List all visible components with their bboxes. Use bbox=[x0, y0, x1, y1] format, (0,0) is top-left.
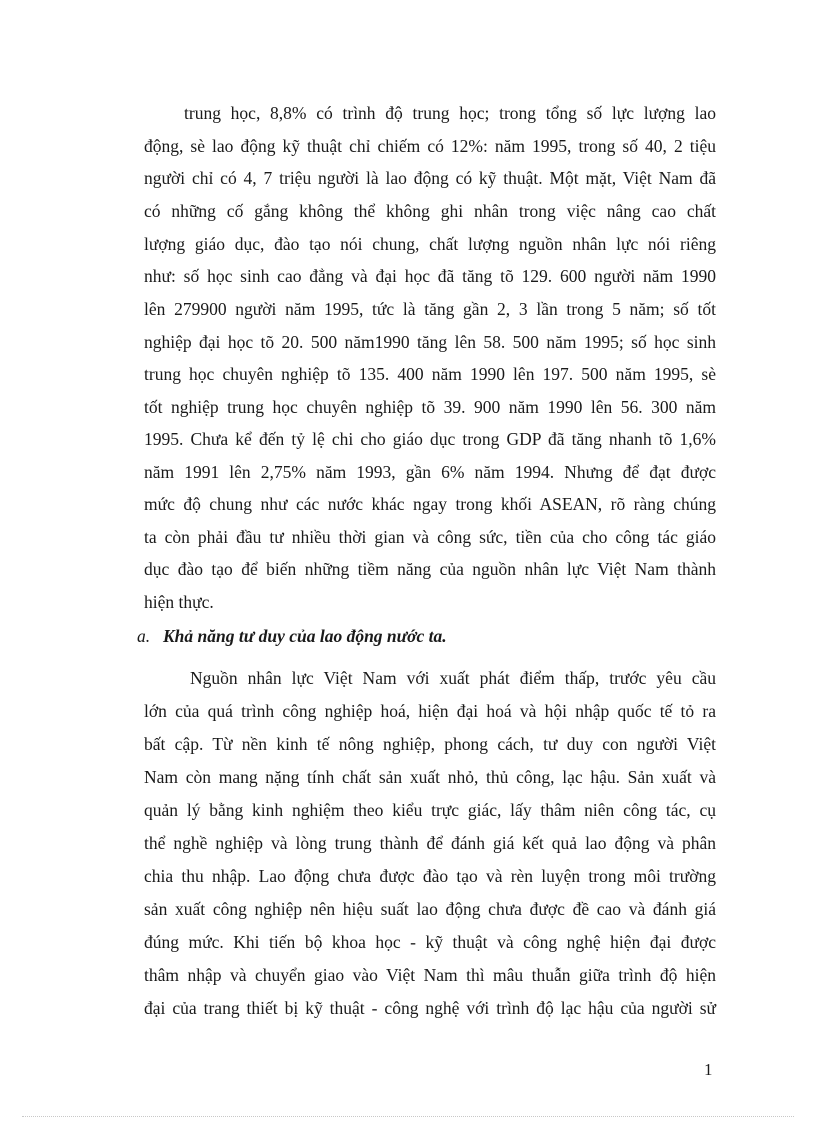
section-heading bbox=[137, 626, 447, 647]
text-line: lớn của quá trình công nghiệp hoá, hiện đại hoá và hội nhập quốc tế tỏ ra bbox=[144, 701, 716, 721]
text-line: có những cố gắng không thể không ghi nhân trong việc nâng cao chất bbox=[144, 201, 716, 221]
text-line: thâm nhập và chuyển giao vào Việt Nam thì mâu thuẫn giữa trình độ hiện bbox=[144, 965, 716, 985]
text-line: trung học, 8,8% có trình độ trung học; trong tổng số lực lượng lao bbox=[184, 103, 716, 123]
text-line: lên 279900 người năm 1995, tức là tăng gần 2, 3 lần trong 5 năm; số tốt bbox=[144, 299, 716, 319]
text-line: trung học chuyên nghiệp tõ 135. 400 năm 1990 lên 197. 500 năm 1995, sè bbox=[144, 364, 716, 384]
text-line: 1995. Chưa kể đến tỷ lệ chi cho giáo dục trong GDP đã tăng nhanh tõ 1,6% bbox=[144, 429, 716, 449]
text-line: lượng giáo dục, đào tạo nói chung, chất lượng nguồn nhân lực nói riêng bbox=[144, 234, 716, 254]
text-line: như: số học sinh cao đẳng và đại học đã tăng tõ 129. 600 người năm 1990 bbox=[144, 266, 716, 286]
page-bottom-divider bbox=[22, 1116, 794, 1117]
text-line: Nam còn mang nặng tính chất sản xuất nhỏ, thủ công, lạc hậu. Sản xuất và bbox=[144, 767, 716, 787]
text-line: thể nghề nghiệp và lòng trung thành để đánh giá kết quả lao động và phân bbox=[144, 833, 716, 853]
text-line: đúng mức. Khi tiến bộ khoa học - kỹ thuật và công nghệ hiện đại được bbox=[144, 932, 716, 952]
text-line: quản lý bằng kinh nghiệm theo kiểu trực giác, lấy thâm niên công tác, cụ bbox=[144, 800, 716, 820]
text-line: tốt nghiệp trung học chuyên nghiệp tõ 39. 900 năm 1990 lên 56. 300 năm bbox=[144, 397, 716, 417]
text-line: năm 1991 lên 2,75% năm 1993, gần 6% năm 1994. Nhưng để đạt được bbox=[144, 462, 716, 482]
text-line: dục đào tạo để biến những tiềm năng của nguồn nhân lực Việt Nam thành bbox=[144, 559, 716, 579]
text-line: ta còn phải đầu tư nhiều thời gian và công sức, tiền của cho công tác giáo bbox=[144, 527, 716, 547]
text-line: hiện thực. bbox=[144, 592, 214, 612]
text-line: nghiệp đại học tõ 20. 500 năm1990 tăng lên 58. 500 năm 1995; số học sinh bbox=[144, 332, 716, 352]
heading-text: Khả năng tư duy của lao động nước ta. bbox=[163, 626, 447, 646]
heading-marker: a. bbox=[137, 626, 151, 646]
text-line: chia thu nhập. Lao động chưa được đào tạo và rèn luyện trong môi trường bbox=[144, 866, 716, 886]
text-line: mức độ chung như các nước khác ngay trong khối ASEAN, rõ ràng chúng bbox=[144, 494, 716, 514]
text-line: đại của trang thiết bị kỹ thuật - công nghệ với trình độ lạc hậu của người sử bbox=[144, 998, 716, 1018]
page-number: 1 bbox=[704, 1060, 713, 1079]
text-line: động, sè lao động kỹ thuật chỉ chiếm có 12%: năm 1995, trong số 40, 2 tiệu bbox=[144, 136, 716, 156]
text-line: bất cập. Từ nền kinh tế nông nghiệp, phong cách, tư duy con người Việt bbox=[144, 734, 716, 754]
text-line: người chỉ có 4, 7 triệu người là lao động có kỹ thuật. Một mặt, Việt Nam đã bbox=[144, 168, 716, 188]
text-line: Nguồn nhân lực Việt Nam với xuất phát điểm thấp, trước yêu cầu bbox=[190, 668, 716, 688]
text-line: sản xuất công nghiệp nên hiệu suất lao động chưa được đề cao và đánh giá bbox=[144, 899, 716, 919]
